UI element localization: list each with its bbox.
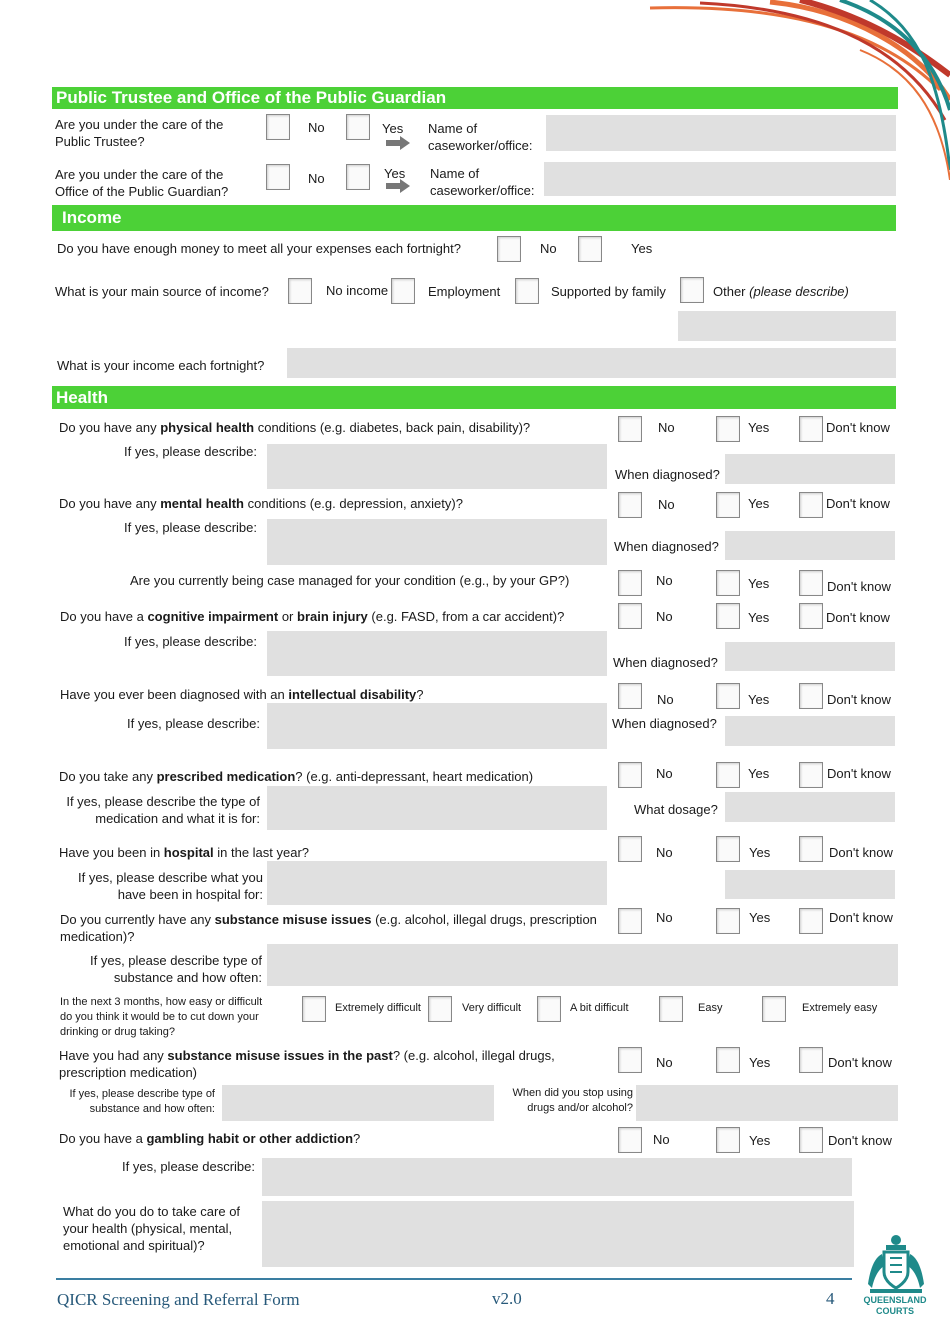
cognitive-no-checkbox[interactable]: [618, 603, 642, 629]
cut-down-question: In the next 3 months, how easy or difficult do you think it would be to cut down your drinking or drug taking?: [60, 996, 263, 1038]
hospital-extra-field[interactable]: [725, 870, 895, 899]
scale-extremely-easy-checkbox[interactable]: [762, 996, 786, 1022]
footer-form-name: QICR Screening and Referral Form: [57, 1290, 300, 1309]
scale-extremely-difficult-label: Extremely difficult: [335, 1002, 421, 1014]
past-describe-field[interactable]: [222, 1085, 494, 1121]
dosage-field[interactable]: [725, 792, 895, 822]
income-other-checkbox[interactable]: [680, 277, 704, 303]
physical-describe-label: If yes, please describe:: [124, 444, 257, 459]
guardian-caseworker-field[interactable]: [544, 162, 896, 196]
scale-bit-difficult-checkbox[interactable]: [537, 996, 561, 1022]
dosage-label: What dosage?: [634, 802, 718, 817]
section-header-health: Health: [52, 386, 896, 409]
mental-describe-label: If yes, please describe:: [124, 520, 257, 535]
medication-yes-checkbox[interactable]: [716, 762, 740, 788]
substance-yes-checkbox[interactable]: [716, 908, 740, 934]
self-care-field[interactable]: [262, 1201, 854, 1267]
scale-extremely-easy-label: Extremely easy: [802, 1002, 878, 1014]
cognitive-diagnosed-field[interactable]: [725, 642, 895, 671]
medication-yes-label: Yes: [748, 766, 770, 781]
medication-dontknow-checkbox[interactable]: [799, 762, 823, 788]
hospital-yes-label: Yes: [749, 845, 771, 860]
intellectual-no-checkbox[interactable]: [618, 683, 642, 709]
mental-yes-label: Yes: [748, 496, 770, 511]
substance-describe-field[interactable]: [267, 944, 898, 986]
gambling-describe-field[interactable]: [262, 1158, 852, 1196]
medication-no-label: No: [656, 766, 673, 781]
cognitive-describe-label: If yes, please describe:: [124, 634, 257, 649]
self-care-question: What do you do to take care of your health (physical, mental, emotional and spiritual)?: [63, 1204, 241, 1253]
medication-question: Do you take any prescribed medication? (e.g. anti-depressant, heart medication): [59, 769, 534, 784]
scale-very-difficult-label: Very difficult: [462, 1002, 522, 1014]
intellectual-diagnosed-field[interactable]: [725, 716, 895, 746]
gambling-dontknow-checkbox[interactable]: [799, 1127, 823, 1153]
physical-yes-checkbox[interactable]: [716, 416, 740, 442]
income-other-label: Other (please describe): [713, 284, 849, 299]
case-managed-no-checkbox[interactable]: [618, 570, 642, 596]
scale-very-difficult-checkbox[interactable]: [428, 996, 452, 1022]
physical-diagnosed-label: When diagnosed?: [615, 467, 720, 482]
past-dontknow-checkbox[interactable]: [799, 1047, 823, 1073]
mental-no-label: No: [658, 497, 675, 512]
footer-version: v2.0: [492, 1289, 522, 1308]
past-dontknow-label: Don't know: [828, 1055, 892, 1070]
income-family-label: Supported by family: [551, 284, 666, 299]
cognitive-diagnosed-label: When diagnosed?: [613, 655, 718, 670]
income-employment-checkbox[interactable]: [391, 278, 415, 304]
income-none-label: No income: [326, 283, 389, 298]
past-no-label: No: [656, 1055, 673, 1070]
medication-dontknow-label: Don't know: [827, 766, 891, 781]
past-yes-checkbox[interactable]: [716, 1047, 740, 1073]
physical-dontknow-checkbox[interactable]: [799, 416, 823, 442]
guardian-no-label: No: [308, 171, 325, 186]
guardian-yes-checkbox[interactable]: [346, 164, 370, 190]
income-enough-no-checkbox[interactable]: [497, 236, 521, 262]
hospital-yes-checkbox[interactable]: [716, 836, 740, 862]
income-other-describe-field[interactable]: [678, 311, 896, 341]
cognitive-no-label: No: [656, 609, 673, 624]
past-describe-label: If yes, please describe type of substance and how often:: [69, 1088, 215, 1115]
section-header-public-trustee: Public Trustee and Office of the Public Guardian: [52, 87, 898, 109]
trustee-no-checkbox[interactable]: [266, 114, 290, 140]
past-no-checkbox[interactable]: [618, 1047, 642, 1073]
intellectual-dontknow-label: Don't know: [827, 692, 891, 707]
physical-diagnosed-field[interactable]: [725, 454, 895, 484]
arrow-right-icon: [386, 136, 410, 150]
intellectual-dontknow-checkbox[interactable]: [799, 683, 823, 709]
guardian-caseworker-label: Name of caseworker/office:: [430, 166, 535, 198]
queensland-coat-of-arms-icon: [864, 1232, 928, 1296]
logo-text-courts: COURTS: [876, 1306, 914, 1316]
arrow-right-icon: [386, 179, 410, 193]
mental-no-checkbox[interactable]: [618, 492, 642, 518]
footer-page-number: 4: [826, 1289, 835, 1308]
cognitive-dontknow-label: Don't know: [826, 610, 890, 625]
case-managed-dontknow-checkbox[interactable]: [799, 570, 823, 596]
hospital-no-checkbox[interactable]: [618, 836, 642, 862]
mental-diagnosed-field[interactable]: [725, 531, 895, 560]
intellectual-diagnosed-label: When diagnosed?: [612, 716, 717, 731]
trustee-caseworker-label: Name of caseworker/office:: [428, 121, 533, 153]
hospital-no-label: No: [656, 845, 673, 860]
guardian-question-label: Are you under the care of the Office of the Public Guardian?: [55, 167, 229, 199]
intellectual-describe-field[interactable]: [267, 703, 607, 749]
case-managed-yes-checkbox[interactable]: [716, 570, 740, 596]
medication-no-checkbox[interactable]: [618, 762, 642, 788]
income-enough-question: Do you have enough money to meet all your expenses each fortnight?: [57, 241, 461, 256]
past-yes-label: Yes: [749, 1055, 771, 1070]
hospital-dontknow-checkbox[interactable]: [799, 836, 823, 862]
income-family-checkbox[interactable]: [515, 278, 539, 304]
physical-describe-field[interactable]: [267, 444, 607, 489]
income-none-checkbox[interactable]: [288, 278, 312, 304]
cognitive-yes-label: Yes: [748, 610, 770, 625]
case-managed-yes-label: Yes: [748, 576, 770, 591]
physical-no-label: No: [658, 420, 675, 435]
cognitive-question: Do you have a cognitive impairment or brain injury (e.g. FASD, from a car accident)?: [60, 609, 565, 624]
medication-describe-field[interactable]: [267, 786, 607, 830]
gambling-describe-label: If yes, please describe:: [122, 1159, 255, 1174]
mental-describe-field[interactable]: [267, 519, 607, 565]
gambling-no-checkbox[interactable]: [618, 1127, 642, 1153]
gambling-yes-checkbox[interactable]: [716, 1127, 740, 1153]
gambling-no-label: No: [653, 1132, 670, 1147]
income-source-question: What is your main source of income?: [55, 284, 269, 299]
mental-health-question: Do you have any mental health conditions (e.g. depression, anxiety)?: [59, 496, 463, 511]
substance-describe-label: If yes, please describe type of substance and how often:: [90, 953, 262, 985]
stop-using-field[interactable]: [636, 1085, 898, 1121]
mental-dontknow-checkbox[interactable]: [799, 492, 823, 518]
intellectual-question: Have you ever been diagnosed with an intellectual disability?: [60, 687, 424, 702]
hospital-describe-field[interactable]: [267, 861, 607, 905]
scale-easy-label: Easy: [698, 1002, 723, 1014]
scale-easy-checkbox[interactable]: [659, 996, 683, 1022]
past-substance-question: Have you had any substance misuse issues in the past? (e.g. alcohol, illegal drugs, prescription medication): [59, 1048, 555, 1080]
scale-bit-difficult-label: A bit difficult: [570, 1002, 629, 1014]
scale-extremely-difficult-checkbox[interactable]: [302, 996, 326, 1022]
gambling-question: Do you have a gambling habit or other addiction?: [59, 1131, 361, 1146]
hospital-question: Have you been in hospital in the last year?: [59, 845, 310, 860]
trustee-caseworker-field[interactable]: [546, 115, 896, 151]
footer-divider: [56, 1278, 852, 1280]
income-amount-field[interactable]: [287, 348, 896, 378]
mental-yes-checkbox[interactable]: [716, 492, 740, 518]
cognitive-describe-field[interactable]: [267, 631, 607, 676]
substance-dontknow-label: Don't know: [829, 910, 893, 925]
income-enough-yes-checkbox[interactable]: [578, 236, 602, 262]
substance-no-checkbox[interactable]: [618, 908, 642, 934]
intellectual-yes-label: Yes: [748, 692, 770, 707]
trustee-question-label: Are you under the care of the Public Trustee?: [55, 117, 224, 149]
case-managed-dontknow-label: Don't know: [827, 579, 891, 594]
hospital-describe-label: If yes, please describe what you have been in hospital for:: [78, 870, 263, 902]
trustee-yes-label: Yes: [382, 121, 404, 136]
income-enough-no-label: No: [540, 241, 557, 256]
physical-health-question: Do you have any physical health conditions (e.g. diabetes, back pain, disability)?: [59, 420, 531, 435]
gambling-dontknow-label: Don't know: [828, 1133, 892, 1148]
physical-yes-label: Yes: [748, 420, 770, 435]
case-managed-no-label: No: [656, 573, 673, 588]
medication-describe-label: If yes, please describe the type of medication and what it is for:: [66, 794, 260, 826]
income-amount-question: What is your income each fortnight?: [57, 358, 265, 373]
intellectual-describe-label: If yes, please describe:: [127, 716, 260, 731]
income-employment-label: Employment: [428, 284, 501, 299]
stop-using-label: When did you stop using drugs and/or alcohol?: [512, 1087, 633, 1114]
mental-diagnosed-label: When diagnosed?: [614, 539, 719, 554]
logo-text-queensland: QUEENSLAND: [863, 1295, 927, 1305]
trustee-no-label: No: [308, 120, 325, 135]
substance-question: Do you currently have any substance misuse issues (e.g. alcohol, illegal drugs, prescription medication)?: [60, 912, 597, 944]
cognitive-dontknow-checkbox[interactable]: [799, 603, 823, 629]
substance-no-label: No: [656, 910, 673, 925]
substance-dontknow-checkbox[interactable]: [799, 908, 823, 934]
physical-no-checkbox[interactable]: [618, 416, 642, 442]
cognitive-yes-checkbox[interactable]: [716, 603, 740, 629]
guardian-yes-label: Yes: [384, 166, 406, 181]
section-header-income: Income: [52, 205, 896, 231]
substance-yes-label: Yes: [749, 910, 771, 925]
guardian-no-checkbox[interactable]: [266, 164, 290, 190]
intellectual-no-label: No: [657, 692, 674, 707]
case-managed-question: Are you currently being case managed for your condition (e.g., by your GP?): [130, 573, 570, 588]
mental-dontknow-label: Don't know: [826, 496, 890, 511]
intellectual-yes-checkbox[interactable]: [716, 683, 740, 709]
income-enough-yes-label: Yes: [631, 241, 653, 256]
physical-dontknow-label: Don't know: [826, 420, 890, 435]
gambling-yes-label: Yes: [749, 1133, 771, 1148]
hospital-dontknow-label: Don't know: [829, 845, 893, 860]
trustee-yes-checkbox[interactable]: [346, 114, 370, 140]
